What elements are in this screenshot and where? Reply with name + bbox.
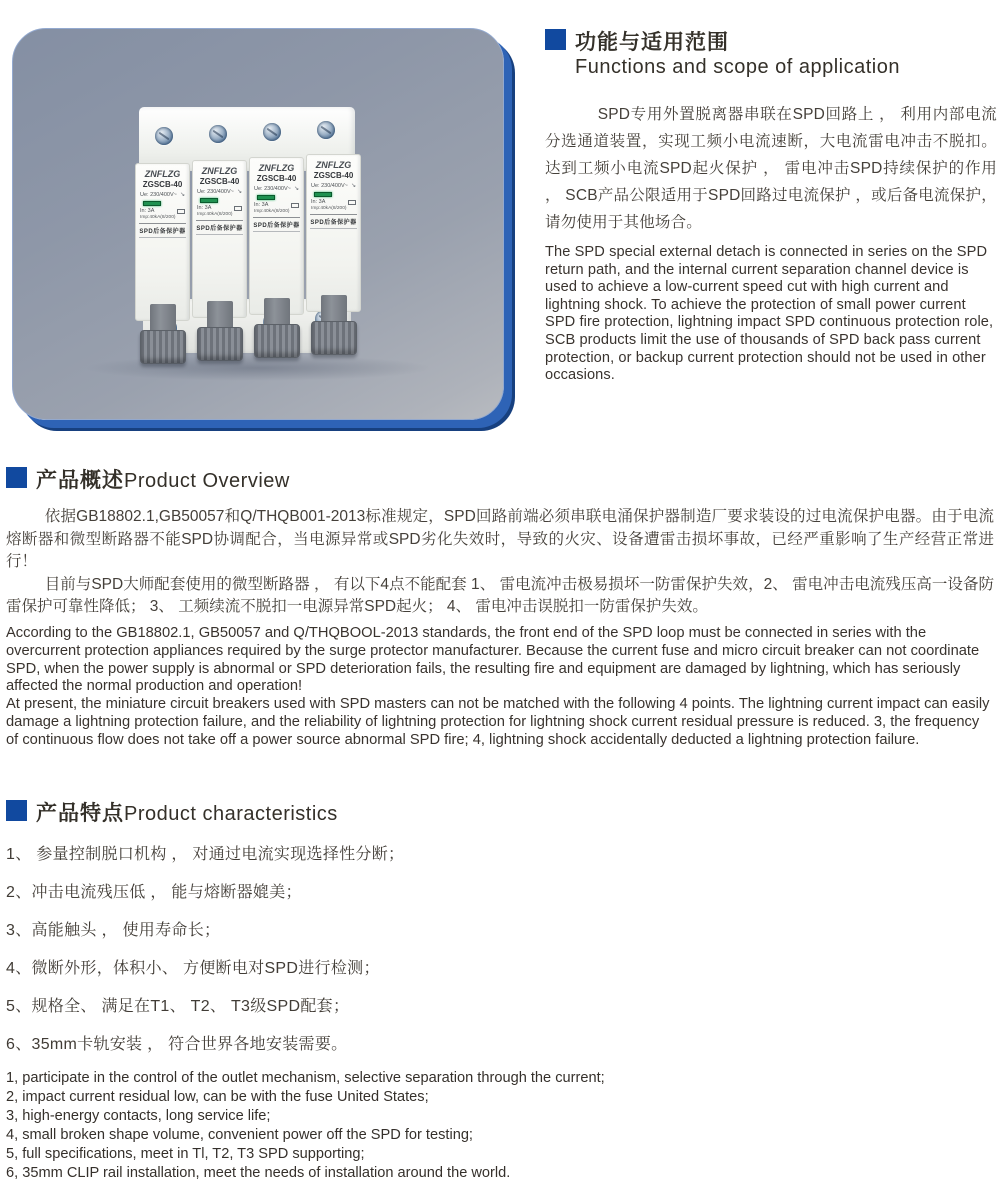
breaker-handle [307,295,360,355]
status-indicator [200,198,218,203]
voltage-value: Ue: 230/400V~ [254,185,291,192]
characteristics-title-zh: 产品特点 [36,802,124,825]
impulse-spec: Imp:40kA(8/200) [140,215,176,220]
current-value: In: 3A [311,199,326,205]
model-label: ZGSCB-40 [313,171,354,180]
current-spec [196,205,243,211]
current-spec [139,208,186,214]
impulse-spec: Imp:40kA(8/200) [311,206,347,211]
breaker-poles [135,160,361,321]
ce-mark-icon [177,209,185,214]
switch-symbol-icon: ↘ [350,183,356,189]
handle-knob [311,321,357,355]
status-indicator [257,195,275,200]
ce-mark-icon [291,203,299,208]
list-item: 1, participate in the control of the outlet mechanism, selective separation through the current; [6,1070,605,1086]
overview-paragraph-en-2: At present, the miniature circuit breakers used with SPD masters can not be matched with the following 4 points. The lightning current impact can easily damage a lightning protection failure, and the reliability of lightning protection for lightning shock current residual pressure is reduced. 3, the frequency of continuous flow does not take off a power source abnormal SPD fire; 4, lightning shock accidentally deducted a lightning protection failure. [6,696,990,748]
functions-paragraph-zh: SPD专用外置脱离器串联在SPD回路上 ， 利用内部电流分选通道装置，实现工频小电流速断，大电流雷电冲击不脱扣。达到工频小电流SPD起火保护 ， 雷电冲击SPD持续保护的作用 ， SCB产品公限适用于SPD回路过电流保护 ，或后备电流保护，请勿使用于其他场合。 [545,106,997,231]
product-photo-panel [12,28,504,420]
voltage-value: Ue: 230/400V~ [311,182,348,189]
screw-icon [317,121,335,139]
list-item: 3、高能触头 ， 使用寿命长； [6,922,221,939]
voltage-spec [310,182,357,189]
characteristics-list-en [6,1069,994,1183]
list-item: 4、微断外形，体积小、 方便断电对SPD进行检测； [6,960,380,977]
list-item: 6, 35mm CLIP rail installation, meet the needs of installation around the world. [6,1165,511,1181]
spd-backup-label: SPD后备保护器 [139,223,186,238]
brand-label: ZNFLZG [258,163,295,173]
switch-symbol-icon: ↘ [236,189,242,195]
breaker-handle [250,298,303,358]
switch-symbol-icon: ↘ [293,186,299,192]
switch-symbol-icon: ↘ [179,192,185,198]
list-item: 6、35mm卡轨安装 ， 符合世界各地安装需要。 [6,1036,348,1053]
overview-heading-text [36,464,290,494]
status-indicator [314,192,332,197]
current-value: In: 3A [197,205,212,211]
screw-icon [263,123,281,141]
characteristics-heading-text [36,797,338,827]
current-spec [253,202,300,208]
blue-square-icon [545,29,566,50]
current-spec [310,199,357,205]
handle-knob [254,324,300,358]
list-item: 2、冲击电流残压低 ， 能与熔断器媲美； [6,884,302,901]
overview-title-zh: 产品概述 [36,469,124,492]
breaker-pole [192,160,247,318]
current-value: In: 3A [254,202,269,208]
list-item: 1、 参量控制脱口机构 ， 对通过电流实现选择性分断； [6,846,405,863]
functions-paragraph-en: The SPD special external detach is connected in series on the SPD return path, and the internal current separation channel device is used to achieve a low-current speed cut with high current and lightning shock. To achieve the protection of small power current SPD fire protection, lightning impact SPD continuous protection role, SCB products limit the use of thousands of SPD back pass current protection, or backup current protection should not be used in other occasions. [545,244,994,384]
section-overview [6,464,994,750]
breaker-handle [136,304,189,364]
blue-square-icon [6,800,27,821]
handle-knob [140,330,186,364]
model-label: ZGSCB-40 [199,177,240,186]
spd-backup-label: SPD后备保护器 [196,220,243,235]
breaker-pole [306,154,361,312]
screw-icon [209,125,227,143]
brand-label: ZNFLZG [315,160,352,170]
list-item: 5、规格全、 满足在T1、 T2、 T3级SPD配套； [6,998,350,1015]
voltage-spec [253,185,300,192]
section-characteristics [6,797,994,1183]
status-indicator [143,201,161,206]
impulse-spec: Imp:40kA(8/200) [254,209,290,214]
characteristics-list-zh [6,841,994,1054]
ce-mark-icon [234,206,242,211]
overview-paragraph-en-1: According to the GB18802.1, GB50057 and Q/THQBOOL-2013 standards, the front end of the SPD loop must be connected in series with the overcurrent protection appliances required by the surge protector manufacturer. Because the current fuse and micro circuit breaker can not coordinate SPD, when the power supply is abnormal or SPD deterioration fails, the resulting fire and equipment are damaged by lightning, which has seriously affected the normal production and operation! [6,624,980,695]
functions-title-zh: 功能与适用范围 [575,31,729,54]
blue-square-icon [6,467,27,488]
list-item: 4, small broken shape volume, convenient power off the SPD for testing; [6,1127,473,1143]
voltage-spec [196,188,243,195]
model-label: ZGSCB-40 [142,180,183,189]
list-item: 2, impact current residual low, can be with the fuse United States; [6,1089,429,1105]
voltage-value: Ue: 230/400V~ [140,191,177,198]
screw-icon [155,127,173,145]
functions-heading-text [575,26,900,79]
overview-paragraph-zh-1: 依据GB18802.1,GB50057和Q/THQB001-2013标准规定，SPD回路前端必须串联电涌保护器制造厂要求装设的过电流保护电器。由于电流熔断器和微型断路器不能SPD协调配合，当电源异常或SPD劣化失效时，导致的火灾、设备遭雷击损坏事故，已经严重影响了生产经营正常进行！ [6,508,994,571]
section-functions [545,26,997,385]
model-label: ZGSCB-40 [256,174,297,183]
breaker-handle [193,301,246,361]
characteristics-heading [6,797,994,827]
current-value: In: 3A [140,208,155,214]
voltage-spec [139,191,186,198]
overview-paragraph-zh-2: 目前与SPD大师配套使用的微型断路器 ， 有以下4点不能配套 1、 雷电流冲击极易损坏一防雷保护失效，2、 雷电冲击电流残压高一设备防雷保护可靠性降低； 3、 工频续流不脱扣一电源异常SPD起火； 4、 雷电冲击误脱扣一防雷保护失效。 [6,575,994,616]
handle-knob [197,327,243,361]
brand-label: ZNFLZG [144,169,181,179]
overview-heading [6,464,994,494]
list-item: 5, full specifications, meet in Tl, T2, T3 SPD supporting; [6,1146,365,1162]
list-item: 3, high-energy contacts, long service life; [6,1108,271,1124]
overview-title-en: Product Overview [124,470,290,492]
spd-backup-label: SPD后备保护器 [310,214,357,229]
impulse-spec: Imp:40kA(8/200) [197,212,233,217]
breaker-pole [135,163,190,321]
breaker-pole [249,157,304,315]
characteristics-title-en: Product characteristics [124,803,338,825]
functions-heading [545,26,997,79]
functions-title-en: Functions and scope of application [575,56,900,78]
spd-backup-label: SPD后备保护器 [253,217,300,232]
circuit-breaker-image [129,107,367,355]
voltage-value: Ue: 230/400V~ [197,188,234,195]
ce-mark-icon [348,200,356,205]
brand-label: ZNFLZG [201,166,238,176]
